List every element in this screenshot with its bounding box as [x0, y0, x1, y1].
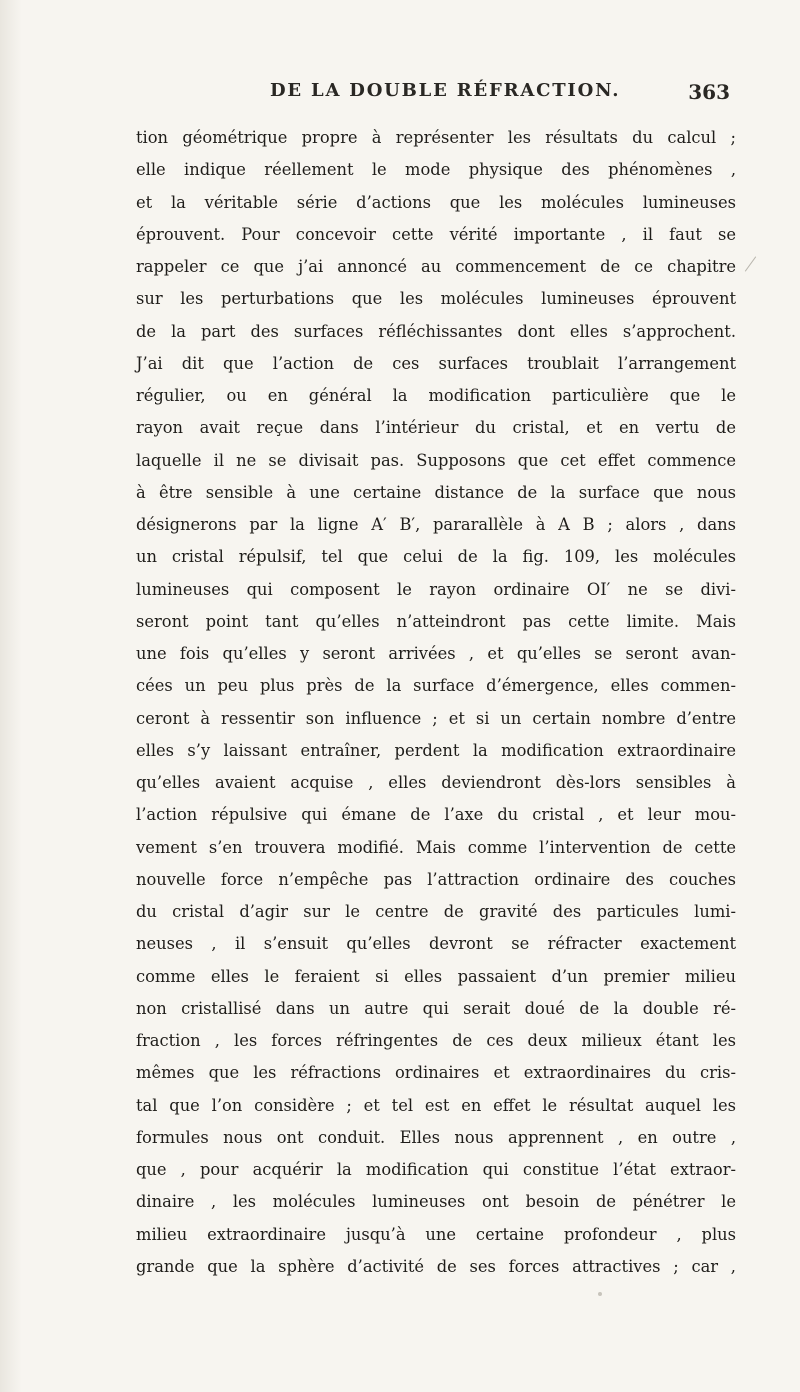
running-title: DE LA DOUBLE RÉFRACTION. — [270, 80, 621, 101]
text-line: comme elles le feraient si elles passaient d’un premier milieu — [136, 966, 736, 986]
text-line: elle indique réellement le mode physique des phénomènes , — [136, 160, 736, 180]
text-line: milieu extraordinaire jusqu’à une certaine profondeur , plus — [136, 1224, 736, 1244]
text-line: dinaire , les molécules lumineuses ont besoin de pénétrer le — [136, 1192, 736, 1212]
text-line: J’ai dit que l’action de ces surfaces troublait l’arrangement — [136, 353, 736, 373]
page-gutter-shadow — [0, 0, 22, 1392]
text-line: qu’elles avaient acquise , elles deviendront dès-lors sensibles à — [136, 773, 736, 792]
pencil-mark — [745, 256, 756, 271]
text-line: et la véritable série d’actions que les molécules lumineuses — [136, 192, 736, 212]
text-line: elles s’y laissant entraîner, perdent la modification extraordinaire — [136, 740, 736, 760]
text-line: à être sensible à une certaine distance de la surface que nous — [136, 482, 736, 502]
text-line: seront point tant qu’elles n’atteindront pas cette limite. Mais — [136, 611, 736, 631]
text-line: nouvelle force n’empêche pas l’attraction ordinaire des couches — [136, 869, 736, 889]
text-line: vement s’en trouvera modifié. Mais comme l’intervention de cette — [136, 837, 736, 857]
text-line: une fois qu’elles y seront arrivées , et qu’elles se seront avan- — [136, 644, 736, 663]
text-line: l’action répulsive qui émane de l’axe du cristal , et leur mou- — [136, 805, 736, 825]
text-line: tion géométrique propre à représenter les résultats du calcul ; — [136, 128, 736, 147]
text-line: laquelle il ne se divisait pas. Supposons que cet effet commence — [136, 450, 736, 470]
text-line: cées un peu plus près de la surface d’émergence, elles commen- — [136, 676, 736, 696]
text-line: régulier, ou en général la modification particulière que le — [136, 386, 736, 405]
text-line: du cristal d’agir sur le centre de gravité des particules lumi- — [136, 902, 736, 921]
text-line: désignerons par la ligne A′ B′, pararallèle à A B ; alors , dans — [136, 515, 736, 534]
text-line: non cristallisé dans un autre qui serait doué de la double ré- — [136, 998, 736, 1018]
text-line: sur les perturbations que les molécules lumineuses éprouvent — [136, 289, 736, 309]
text-line: rappeler ce que j’ai annoncé au commencement de ce chapitre — [136, 257, 736, 276]
text-line: mêmes que les réfractions ordinaires et extraordinaires du cris- — [136, 1063, 736, 1083]
page-number: 363 — [688, 80, 730, 104]
text-line: formules nous ont conduit. Elles nous apprennent , en outre , — [136, 1127, 736, 1147]
text-line: rayon avait reçue dans l’intérieur du cristal, et en vertu de — [136, 418, 736, 438]
text-line: ceront à ressentir son influence ; et si un certain nombre d’entre — [136, 708, 736, 728]
text-line: grande que la sphère d’activité de ses forces attractives ; car , — [136, 1256, 736, 1276]
text-line: éprouvent. Pour concevoir cette vérité importante , il faut se — [136, 224, 736, 244]
text-line: un cristal répulsif, tel que celui de la fig. 109, les molécules — [136, 547, 736, 567]
running-header — [270, 80, 730, 110]
text-line: lumineuses qui composent le rayon ordinaire OI′ ne se divi- — [136, 579, 736, 599]
paper-spot — [598, 1292, 602, 1296]
body-text — [136, 122, 736, 1283]
text-line: que , pour acquérir la modification qui constitue l’état extraor- — [136, 1160, 736, 1179]
text-line: de la part des surfaces réfléchissantes dont elles s’approchent. — [136, 321, 736, 341]
text-line: neuses , il s’ensuit qu’elles devront se réfracter exactement — [136, 934, 736, 954]
text-line: tal que l’on considère ; et tel est en effet le résultat auquel les — [136, 1095, 736, 1115]
text-line: fraction , les forces réfringentes de ces deux milieux étant les — [136, 1031, 736, 1050]
